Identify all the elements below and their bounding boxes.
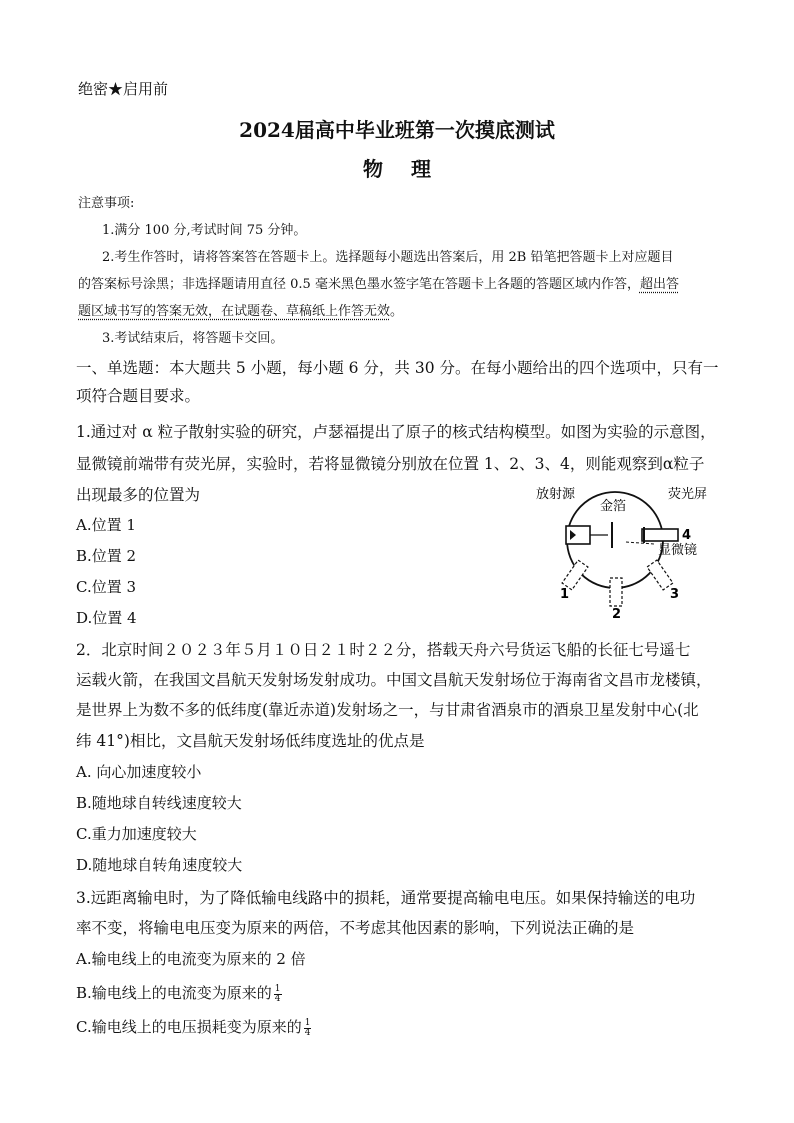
q1-stem-line-3: 出现最多的位置为 [76, 486, 201, 504]
fraction-one-quarter [274, 985, 282, 1004]
microscope-position-2 [610, 578, 622, 606]
q3-stem-line-2: 率不变，将输电电压变为原来的两倍，不考虑其他因素的影响，下列说法正确的是 [76, 919, 635, 937]
source-box [566, 526, 590, 544]
section-heading-line-1: 一、单选题：本大题共 5 小题，每小题 6 分，共 30 分。在每小题给出的四个选项中，只有一 [76, 359, 719, 377]
exam-title: 2024届高中毕业班第一次摸底测试 [239, 118, 555, 142]
label-position-4: 4 [682, 528, 692, 543]
q2-stem-line-4: 纬 41°)相比，文昌航天发射场低纬度选址的优点是 [76, 732, 425, 750]
note-item-2-line-3 [78, 300, 403, 319]
q2-option-b: B.随地球自转线速度较大 [76, 794, 242, 812]
alpha-scattering-figure [520, 480, 720, 620]
q1-stem-line-2: 显微镜前端带有荧光屏，实验时，若将显微镜分别放在位置 1、2、3、4，则能观察到α粒子 [76, 455, 705, 473]
fraction-one-quarter [304, 1019, 312, 1038]
label-screen: 荧光屏 [668, 487, 708, 502]
microscope-position-4 [642, 529, 678, 541]
label-position-2: 2 [612, 607, 622, 620]
note-item-2-line-2 [78, 273, 679, 292]
scatter-path [626, 542, 654, 544]
q1-option-b: B.位置 2 [76, 547, 137, 565]
notes-heading: 注意事项: [78, 196, 135, 211]
label-source: 放射源 [536, 487, 576, 502]
q2-stem-line-3: 是世界上为数不多的低纬度(靠近赤道)发射场之一，与甘肃省酒泉市的酒泉卫星发射中心(北 [76, 701, 699, 719]
label-microscope: 显微镜 [658, 543, 698, 558]
q2-option-c: C.重力加速度较大 [76, 825, 197, 843]
q2-option-a: A. 向心加速度较小 [76, 763, 202, 781]
note-line2-emphasis: 超出答 [639, 277, 679, 292]
q3-option-c [76, 1016, 311, 1038]
q3-stem-line-1: 3.远距离输电时，为了降低输电线路中的损耗，通常要提高输电电压。如果保持输送的电功 [76, 889, 696, 907]
q2-stem-line-1: 2．北京时间２０２３年５月１０日２１时２２分，搭载天舟六号货运飞船的长征七号遥七 [76, 641, 691, 659]
microscope-position-3 [647, 560, 673, 590]
fraction-numerator: 1 [274, 983, 281, 994]
q1-option-d: D.位置 4 [76, 609, 137, 627]
q1-option-a: A.位置 1 [76, 516, 136, 534]
label-foil: 金箔 [600, 499, 627, 514]
fraction-numerator: 1 [304, 1017, 311, 1028]
q1-stem-line-1: 1.通过对 α 粒子散射实验的研究，卢瑟福提出了原子的核式结构模型。如图为实验的示意图， [76, 423, 716, 441]
note-line3-emphasis: 题区域书写的答案无效，在试题卷、草稿纸上作答无效 [78, 304, 391, 319]
microscope-position-1 [562, 560, 588, 590]
subject-title: 物理 [363, 157, 459, 181]
note-item-3: 3.考试结束后，将答题卡交回。 [102, 331, 284, 346]
section-heading-line-2: 项符合题目要求。 [76, 387, 201, 405]
q3-option-b-text: B.输电线上的电流变为原来的 [76, 984, 272, 1002]
note-line3-end: 。 [390, 304, 404, 319]
note-item-2-line-1: 2.考生作答时，请将答案答在答题卡上。选择题每小题选出答案后，用 2B 铅笔把答题卡上对应题目 [102, 250, 674, 265]
q3-option-a: A.输电线上的电流变为原来的 2 倍 [76, 950, 306, 968]
note-line2-text: 的答案标号涂黑；非选择题请用直径 0.5 毫米黑色墨水签字笔在答题卡上各题的答题区域内作答， [78, 277, 640, 292]
q3-option-c-text: C.输电线上的电压损耗变为原来的 [76, 1018, 302, 1036]
q1-option-c: C.位置 3 [76, 578, 137, 596]
label-position-1: 1 [560, 587, 570, 602]
fraction-denominator: 4 [274, 993, 281, 1004]
fraction-denominator: 4 [304, 1027, 311, 1038]
q2-stem-line-2: 运载火箭，在我国文昌航天发射场发射成功。中国文昌航天发射场位于海南省文昌市龙楼镇， [76, 671, 712, 689]
confidential-label: 绝密★启用前 [78, 80, 169, 98]
q3-option-b [76, 982, 282, 1004]
note-item-1: 1.满分 100 分,考试时间 75 分钟。 [102, 223, 307, 238]
label-position-3: 3 [670, 587, 680, 602]
q2-option-d: D.随地球自转角速度较大 [76, 856, 243, 874]
